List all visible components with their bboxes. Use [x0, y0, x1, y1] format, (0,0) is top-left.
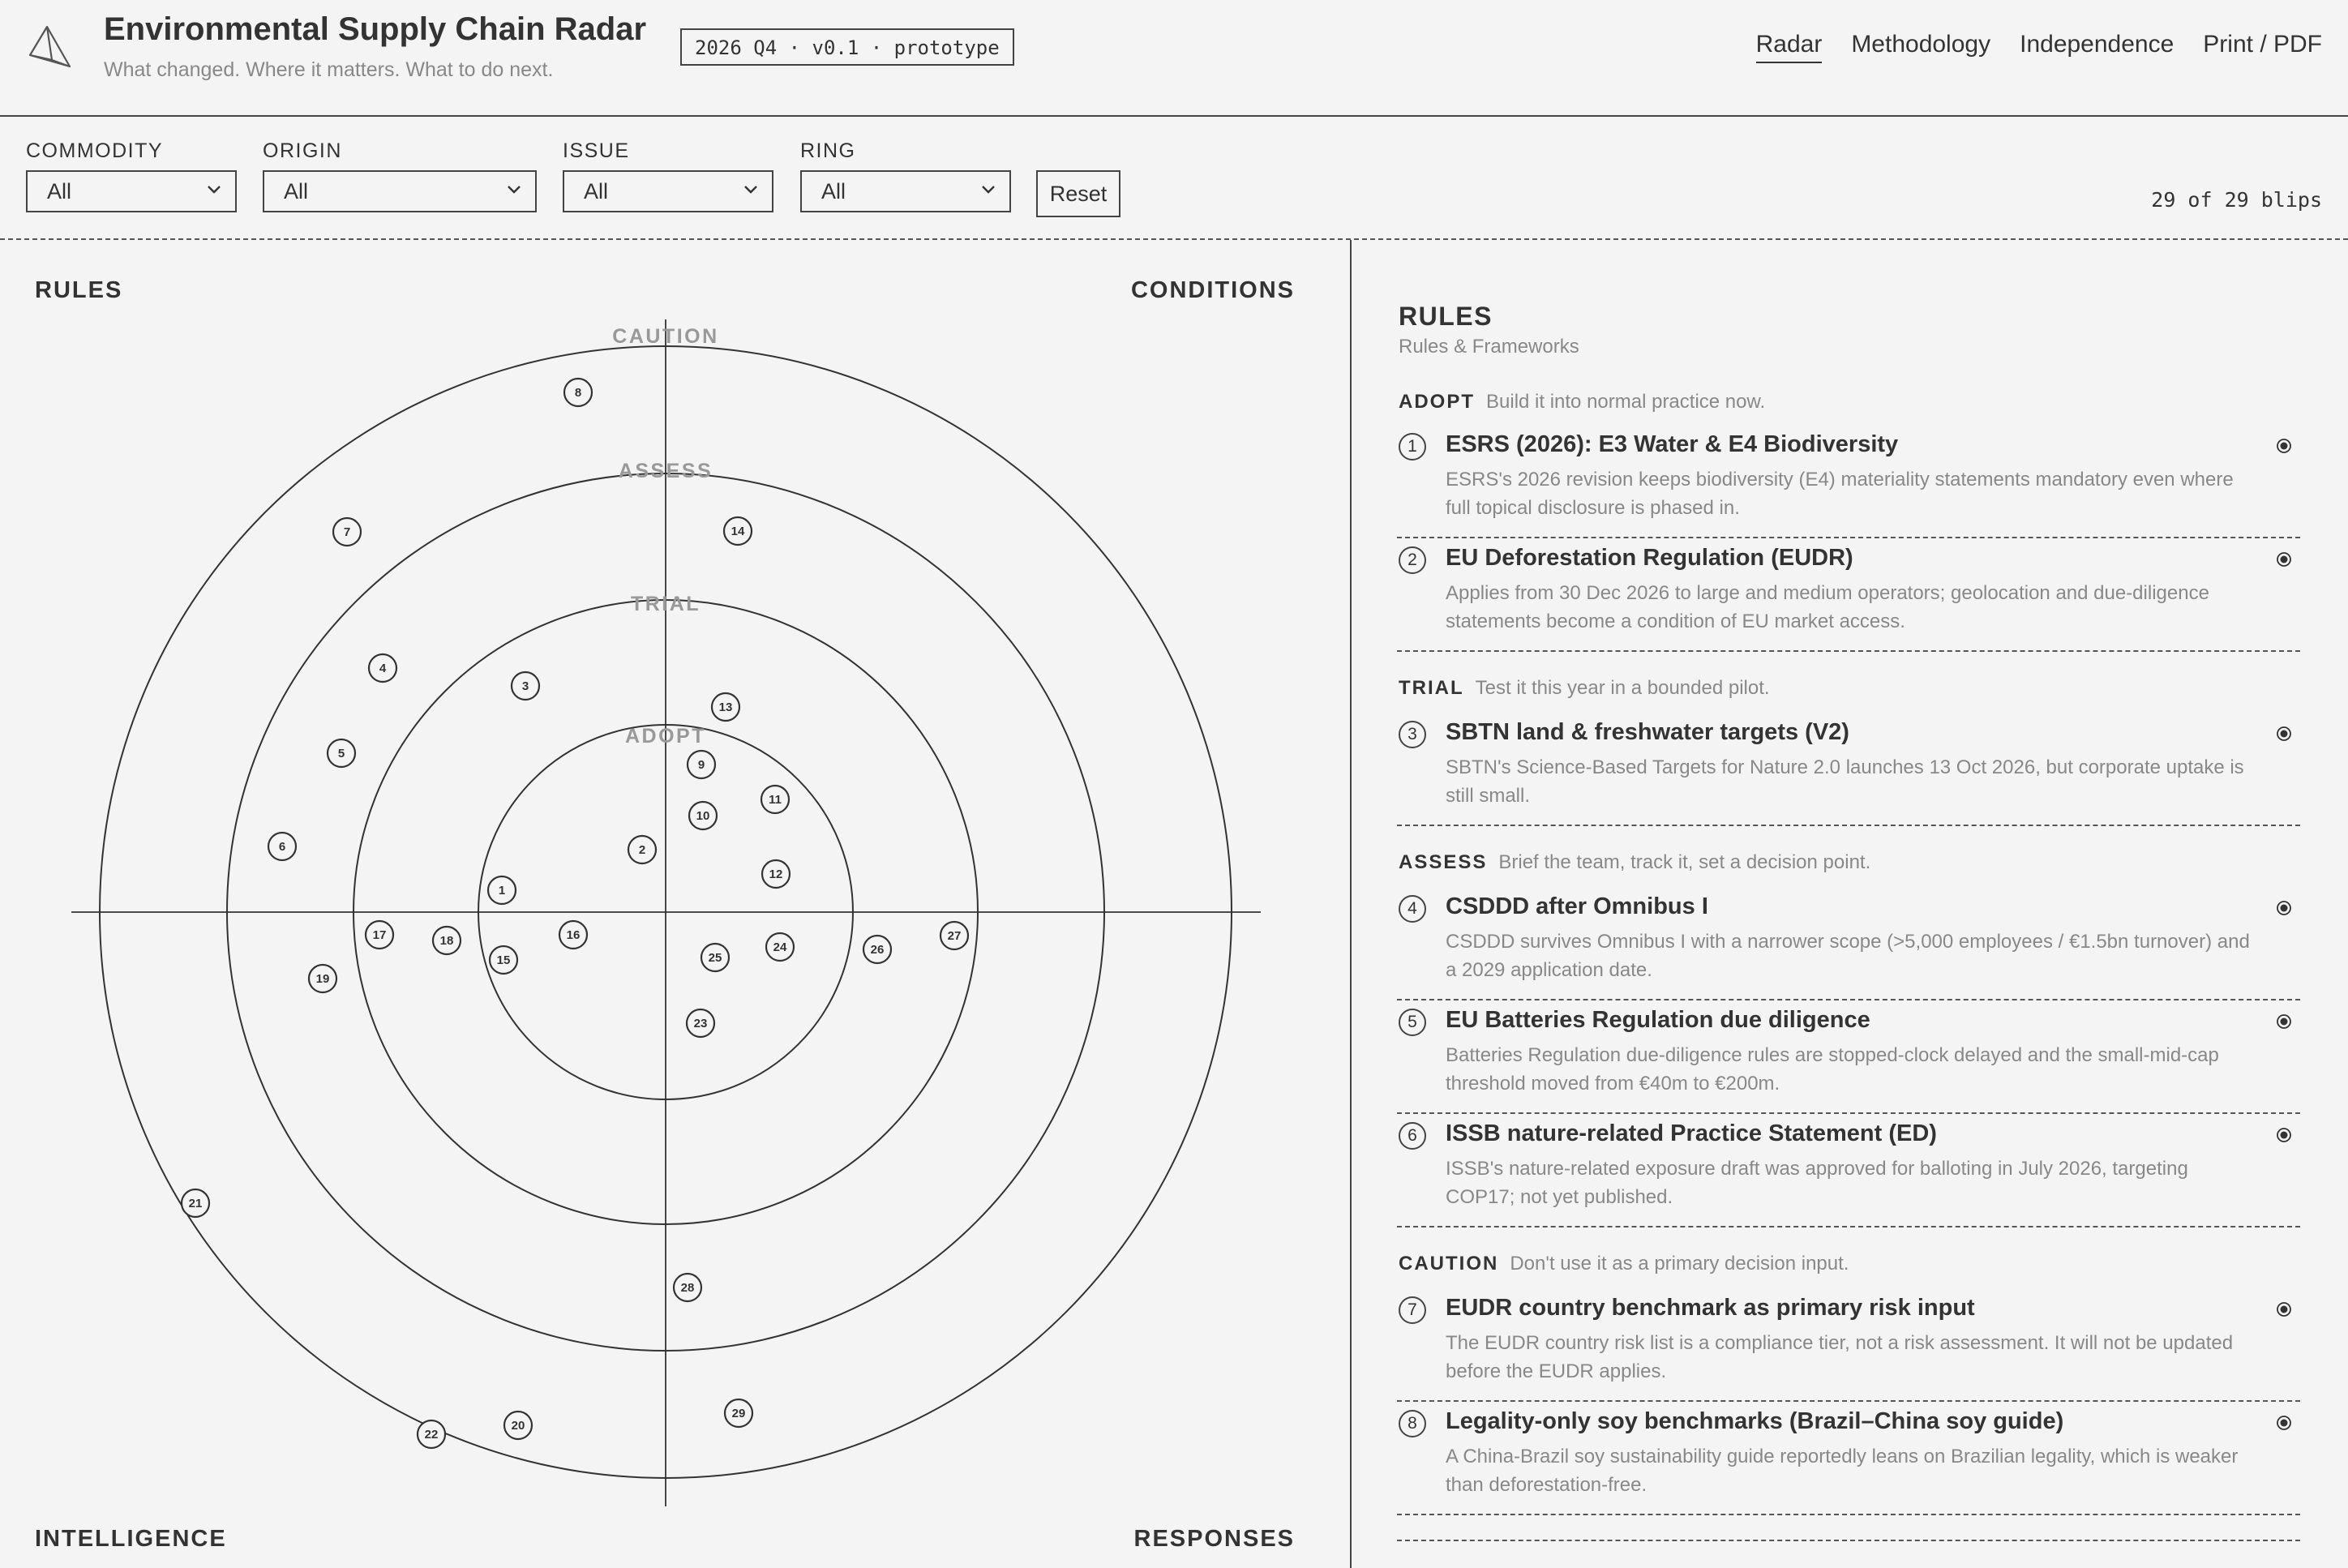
focus-dot-icon[interactable] — [2276, 1415, 2292, 1431]
page-title: Environmental Supply Chain Radar — [104, 11, 647, 47]
commodity-filter — [26, 139, 237, 212]
nav-independence[interactable]: Independence — [2020, 31, 2174, 58]
radar-blip[interactable] — [701, 944, 729, 971]
ring-group-desc: Don't use it as a primary decision input. — [1510, 1253, 1849, 1275]
item-number: 5 — [1399, 1009, 1426, 1036]
radar-blip-label: 18 — [439, 934, 454, 948]
ring-filter-label: RING — [800, 139, 856, 162]
ring-group-name: CAUTION — [1399, 1253, 1499, 1275]
item-description: Batteries Regulation due-diligence rules are stopped-clock delayed and the small-mid-cap threshold moved from €40m to €200m. — [1446, 1044, 2219, 1095]
panel-title: RULES — [1399, 302, 1493, 331]
item-number: 1 — [1399, 433, 1426, 461]
item-description: Applies from 30 Dec 2026 to large and medium operators; geolocation and due-diligence statements become a condition of EU market access. — [1446, 582, 2209, 632]
issue-filter — [563, 139, 773, 212]
radar-blip[interactable] — [512, 672, 539, 700]
radar-panel — [0, 240, 1352, 1568]
item-number: 8 — [1399, 1410, 1426, 1437]
focus-dot-icon[interactable] — [2276, 726, 2292, 742]
radar-blip-label: 24 — [773, 940, 787, 954]
radar-blip[interactable] — [309, 965, 336, 992]
radar-blip[interactable] — [766, 933, 794, 961]
radar-blip-label: 28 — [680, 1281, 695, 1295]
ring-group-name: ADOPT — [1399, 391, 1475, 413]
ring-group-desc: Test it this year in a bounded pilot. — [1475, 677, 1770, 699]
quadrant-label-rules: RULES — [35, 277, 123, 303]
reset-button[interactable]: Reset — [1036, 170, 1120, 217]
list-item[interactable] — [1397, 1000, 2300, 1114]
radar-blip[interactable] — [940, 922, 968, 949]
main-nav — [1756, 31, 2322, 63]
ring-label-adopt: ADOPT — [625, 725, 706, 748]
commodity-filter-label: COMMODITY — [26, 139, 164, 162]
focus-dot-icon[interactable] — [2276, 1013, 2292, 1030]
radar-blip-label: 6 — [278, 840, 286, 854]
quadrant-label-responses: RESPONSES — [1133, 1526, 1295, 1552]
version-badge: 2026 Q4 · v0.1 · prototype — [680, 28, 1014, 66]
origin-filter — [263, 139, 537, 212]
radar-blip[interactable] — [328, 739, 355, 767]
radar-blip-label: 3 — [521, 679, 529, 693]
item-title: ISSB nature-related Practice Statement (ED) — [1446, 1120, 1937, 1146]
origin-filter-label: ORIGIN — [263, 139, 342, 162]
item-number: 7 — [1399, 1296, 1426, 1324]
item-title: Legality-only soy benchmarks (Brazil–China soy guide) — [1446, 1408, 2064, 1434]
item-description: SBTN's Science-Based Targets for Nature 2.0 launches 13 Oct 2026, but corporate uptake is still small. — [1446, 756, 2244, 807]
ring-select-value: All — [821, 179, 846, 203]
ring-label-caution: CAUTION — [612, 325, 719, 348]
origin-select-value: All — [284, 179, 309, 203]
ring-label-assess: ASSESS — [618, 460, 713, 482]
ring-group-desc: Build it into normal practice now. — [1486, 391, 1766, 413]
focus-dot-icon[interactable] — [2276, 1127, 2292, 1143]
item-title: ESRS (2026): E3 Water & E4 Biodiversity — [1446, 431, 1899, 457]
radar-blip-label: 1 — [498, 884, 506, 898]
item-description: The EUDR country risk list is a compliance tier, not a risk assessment. It will not be updated before the EUDR applies. — [1446, 1332, 2234, 1382]
nav-radar[interactable]: Radar — [1756, 31, 1823, 63]
item-title: EU Deforestation Regulation (EUDR) — [1446, 545, 1853, 571]
radar-blip[interactable] — [504, 1412, 532, 1439]
radar-blip-label: 23 — [693, 1017, 708, 1030]
focus-dot-icon[interactable] — [2276, 551, 2292, 568]
chevron-down-icon — [204, 180, 224, 199]
radar-blip-label: 2 — [638, 843, 646, 857]
quadrant-detail-panel — [1397, 240, 2300, 1568]
radar-blip-label: 20 — [511, 1419, 525, 1433]
ring-group-desc: Brief the team, track it, set a decision point. — [1498, 851, 1871, 873]
app-header — [0, 0, 2348, 117]
radar-blip[interactable] — [687, 1009, 714, 1037]
radar-blip[interactable] — [559, 921, 587, 949]
chevron-down-icon — [979, 180, 998, 199]
item-title: EUDR country benchmark as primary risk input — [1446, 1295, 1975, 1321]
radar-blip[interactable] — [366, 921, 393, 949]
origin-select[interactable] — [263, 170, 537, 212]
item-number: 4 — [1399, 895, 1426, 923]
filter-bar — [0, 117, 2348, 240]
list-divider — [1397, 1540, 2300, 1541]
radar-blip-label: 26 — [870, 943, 885, 957]
item-description: CSDDD survives Omnibus I with a narrower scope (>5,000 employees / €1.5bn turnover) and a 2029 application date. — [1446, 931, 2250, 981]
quadrant-label-conditions: CONDITIONS — [1130, 277, 1295, 303]
panel-subtitle: Rules & Frameworks — [1399, 336, 1579, 358]
nav-methodology[interactable]: Methodology — [1851, 31, 1991, 58]
radar-blip[interactable] — [762, 860, 790, 888]
item-number: 3 — [1399, 721, 1426, 748]
commodity-select-value: All — [47, 179, 72, 203]
radar-blip[interactable] — [628, 836, 656, 863]
focus-dot-icon[interactable] — [2276, 438, 2292, 454]
radar-blip[interactable] — [268, 833, 296, 860]
radar-blip-label: 11 — [769, 793, 782, 807]
blip-count: 29 of 29 blips — [2151, 188, 2322, 212]
radar-blip-label: 12 — [769, 868, 783, 881]
ring-filter — [800, 139, 1011, 212]
chevron-down-icon — [504, 180, 524, 199]
item-title: EU Batteries Regulation due diligence — [1446, 1007, 1870, 1033]
focus-dot-icon[interactable] — [2276, 900, 2292, 916]
radar-blip[interactable] — [674, 1274, 701, 1301]
radar-blip[interactable] — [863, 936, 891, 963]
radar-blip-label: 14 — [731, 525, 745, 538]
radar-blip-label: 9 — [697, 758, 705, 772]
triangle-prism-logo — [28, 24, 73, 70]
ring-select[interactable] — [800, 170, 1011, 212]
list-item[interactable] — [1397, 538, 2300, 652]
radar-blip-label: 27 — [947, 929, 962, 943]
radar-blip-label: 8 — [574, 386, 582, 400]
item-number: 2 — [1399, 546, 1426, 574]
radar-blip-label: 13 — [718, 700, 733, 714]
radar-chart — [0, 240, 1350, 1568]
radar-blip-label: 21 — [188, 1197, 203, 1210]
radar-blip-label: 15 — [496, 953, 511, 967]
radar-blip[interactable] — [688, 751, 715, 778]
ring-group-caution-header — [1399, 1253, 1849, 1275]
radar-blip[interactable] — [488, 876, 516, 904]
ring-group-trial-header — [1399, 677, 1770, 700]
radar-blip[interactable] — [564, 379, 592, 406]
list-item[interactable] — [1397, 887, 2300, 1000]
radar-blip[interactable] — [725, 1399, 752, 1427]
radar-blip-label: 22 — [424, 1428, 439, 1442]
item-title: CSDDD after Omnibus I — [1446, 893, 1708, 919]
issue-select-value: All — [584, 179, 609, 203]
radar-blip[interactable] — [182, 1189, 209, 1217]
ring-group-adopt-header — [1399, 391, 1765, 413]
radar-blip-label: 5 — [337, 747, 345, 760]
issue-select[interactable] — [563, 170, 773, 212]
radar-blip[interactable] — [333, 518, 361, 546]
ring-label-trial: TRIAL — [630, 593, 701, 615]
radar-blip[interactable] — [724, 517, 752, 545]
radar-blip[interactable] — [433, 927, 461, 954]
item-description: ESRS's 2026 revision keeps biodiversity (E4) materiality statements mandatory even where full topical disclosure is phased in. — [1446, 469, 2234, 519]
radar-blip-label: 10 — [696, 809, 710, 823]
ring-group-name: ASSESS — [1399, 851, 1488, 873]
list-item[interactable] — [1397, 1114, 2300, 1227]
radar-blip-label: 7 — [343, 525, 351, 539]
item-number: 6 — [1399, 1122, 1426, 1150]
commodity-select[interactable] — [26, 170, 237, 212]
item-title: SBTN land & freshwater targets (V2) — [1446, 719, 1849, 745]
radar-blip[interactable] — [490, 946, 517, 974]
item-description: ISSB's nature-related exposure draft was approved for balloting in July 2026, targeting COP17; not yet published. — [1446, 1158, 2188, 1208]
radar-blip-label: 19 — [315, 972, 330, 986]
focus-dot-icon[interactable] — [2276, 1301, 2292, 1317]
list-item[interactable] — [1397, 713, 2300, 826]
chevron-down-icon — [741, 180, 761, 199]
item-description: A China-Brazil soy sustainability guide reportedly leans on Brazilian legality, which is weaker than deforestation-free. — [1446, 1446, 2239, 1496]
issue-filter-label: ISSUE — [563, 139, 630, 162]
radar-blip-label: 29 — [731, 1407, 746, 1420]
ring-group-assess-header — [1399, 851, 1870, 874]
list-item[interactable] — [1397, 1402, 2300, 1515]
ring-group-name: TRIAL — [1399, 677, 1464, 699]
radar-blip[interactable] — [369, 654, 396, 682]
radar-blip[interactable] — [712, 693, 739, 721]
list-item[interactable] — [1397, 425, 2300, 538]
radar-blip-label: 16 — [566, 928, 581, 942]
radar-blip-label: 25 — [708, 951, 722, 965]
list-item[interactable] — [1397, 1288, 2300, 1402]
page-subtitle: What changed. Where it matters. What to do next. — [104, 58, 554, 81]
radar-blip-label: 4 — [379, 662, 387, 675]
radar-blip[interactable] — [689, 802, 717, 829]
radar-blip[interactable] — [761, 786, 789, 813]
quadrant-label-intelligence: INTELLIGENCE — [35, 1526, 227, 1552]
radar-blip[interactable] — [418, 1420, 445, 1448]
radar-blip-label: 17 — [372, 928, 387, 942]
nav-print-pdf[interactable]: Print / PDF — [2203, 31, 2322, 58]
